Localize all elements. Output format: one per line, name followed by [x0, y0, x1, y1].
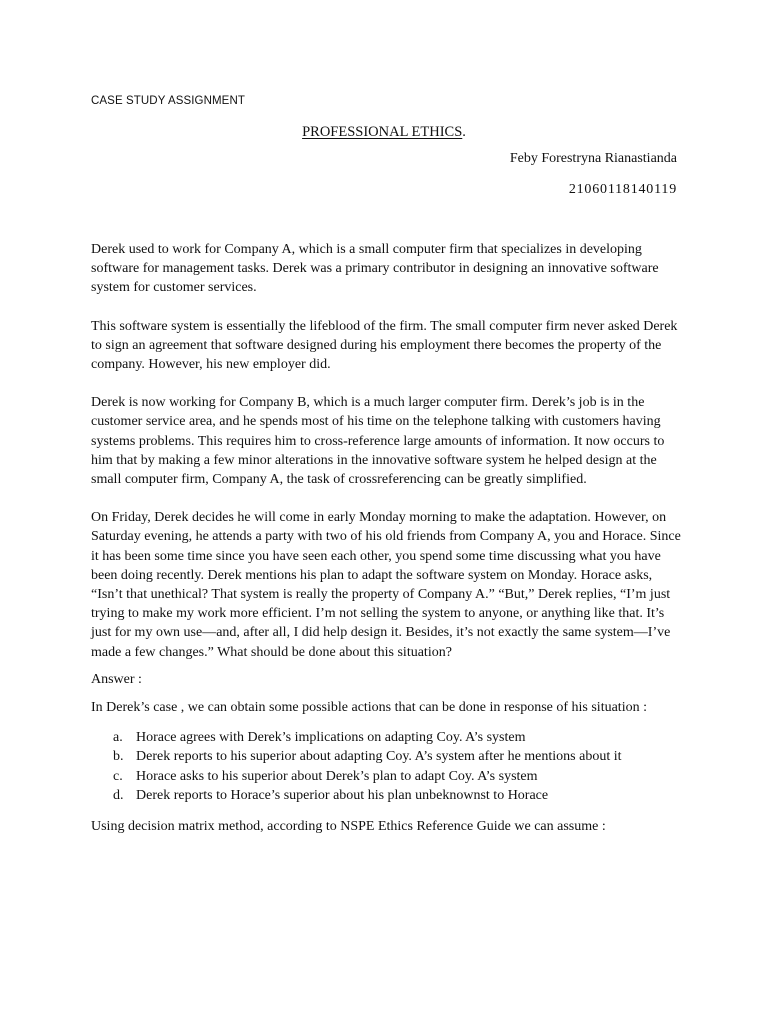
list-marker: d. [113, 787, 124, 803]
list-item-text: Horace agrees with Derek’s implications on adapting Coy. A’s system [136, 730, 526, 746]
list-marker: a. [113, 730, 123, 746]
list-item [91, 767, 681, 786]
document-body [91, 240, 681, 836]
closing-paragraph: Using decision matrix method, according to NSPE Ethics Reference Guide we can assume : [91, 819, 606, 835]
paragraph: Derek used to work for Company A, which is a small computer firm that specializes in developing software for management tasks. Derek was a primary contributor in designing an innovative software system for customer services. [91, 242, 659, 296]
list-item [91, 728, 681, 747]
list-marker: b. [113, 749, 124, 765]
list-item-text: Derek reports to Horace’s superior about his plan unbeknownst to Horace [136, 787, 549, 803]
list-item [91, 786, 681, 805]
list-item-text: Derek reports to his superior about adapting Coy. A’s system after he mentions about it [136, 749, 622, 765]
list-item-text: Horace asks to his superior about Derek’s plan to adapt Coy. A’s system [136, 768, 538, 784]
document-title [0, 123, 768, 141]
document-title-text: PROFESSIONAL ETHICS [302, 124, 463, 140]
document-title-punct: . [462, 124, 466, 140]
author-name: Feby Forestryna Rianastianda [509, 151, 677, 166]
answer-label: Answer : [91, 671, 142, 687]
list-marker: c. [113, 768, 123, 784]
options-list [91, 728, 681, 805]
author-student-id: 21060118140119 [568, 182, 677, 197]
paragraph: On Friday, Derek decides he will come in early Monday morning to make the adaptation. However, on Saturday evening, he attends a party with two of his old friends from Company A, you and Horace. Since it has been some time since you have seen each other, you spend some time discussing what you have been doing recently. Derek mentions his plan to adapt the software system on Monday. Horace asks, “Isn’t that unethical? That system is really the property of Company A.” “But,” Derek replies, “I’m just trying to make my work more efficient. I’m not selling the system to anyone, or anything like that. It’s just for my own use—and, after all, I did help design it. Besides, it’s not exactly the same system—I’ve made a few changes.” What should be done about this situation? [91, 510, 681, 660]
list-item [91, 747, 681, 766]
paragraph: Derek is now working for Company B, which is a much larger computer firm. Derek’s job is in the customer service area, and he spends most of his time on the telephone talking with customers having systems problems. This requires him to cross-reference large amounts of information. It now occurs to him that by making a few minor alterations in the innovative software system he helped design at the small computer firm, Company A, the task of crossreferencing can be greatly simplified. [91, 395, 665, 488]
answer-intro: In Derek’s case , we can obtain some possible actions that can be done in response of his situation : [91, 700, 647, 716]
assignment-label: CASE STUDY ASSIGNMENT [91, 95, 245, 107]
paragraph: This software system is essentially the lifeblood of the firm. The small computer firm never asked Derek to sign an agreement that software designed during his employment there becomes the property of the company. However, his new employer did. [91, 318, 678, 373]
